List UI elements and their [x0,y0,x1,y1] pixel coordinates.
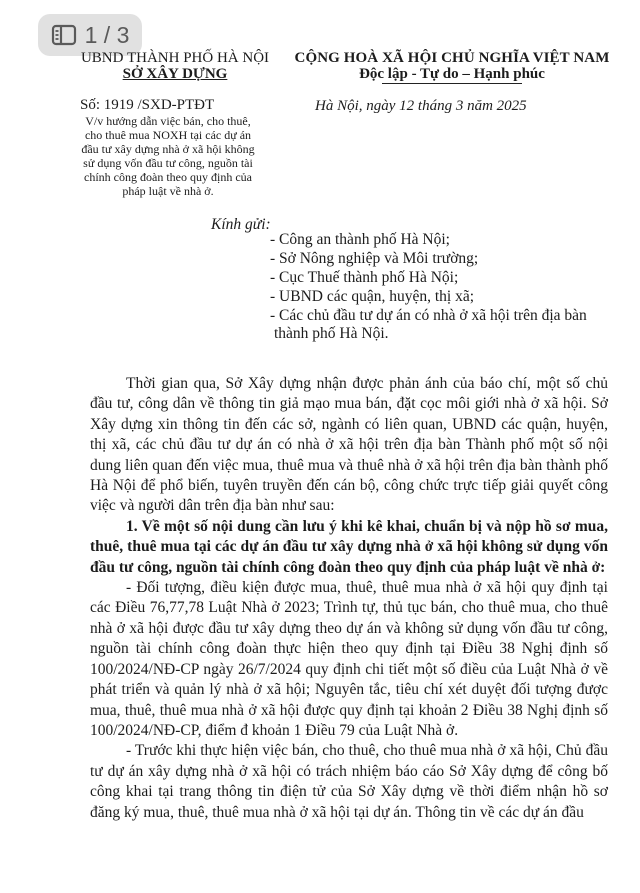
item-1-paragraph: - Đối tượng, điều kiện được mua, thuê, thuê mua nhà ở xã hội quy định tại các Điều 76,77,78 Luật Nhà ở 2023; Trình tự, thủ tục bán, cho thuê mua, cho thuê nhà ở xã hội được đầu tư xây dựng theo dự án và không sử dụng vốn đầu tư công, nguồn tài chính công đoàn thực hiện theo quy định tại Điều 38 Nghị định số 100/2024/NĐ-CP ngày 26/7/2024 quy định chi tiết một số điều của Luật Nhà ở về phát triển và quản lý nhà ở xã hội; Nguyên tắc, tiêu chí xét duyệt đối tượng được mua, thuê, thuê mua nhà ở xã hội được quy định tại khoản 2 Điều 38 Nghị định số 100/2024/NĐ-CP, điểm đ khoản 1 Điều 79 của Luật Nhà ở. [90,579,608,739]
motto: Độc lập - Tự do – Hạnh phúc [359,66,545,82]
recipient-item: - UBND các quận, huyện, thị xã; [270,288,475,305]
recipient-item: - Sở Nông nghiệp và Môi trường; [270,250,479,267]
item-2-paragraph: - Trước khi thực hiện việc bán, cho thuê, cho thuê mua nhà ở xã hội, Chủ đầu tư dự án xây dựng nhà ở xã hội có trách nhiệm báo cáo Sở Xây dựng để công bố công khai tại trang thông tin điện tử của Sở Xây dựng về thời điểm nhận hồ sơ đăng ký mua, thuê, thuê mua nhà ở xã hội tại dự án. Thông tin về các dự án đầu [90,742,608,821]
document-header [0,50,640,198]
recipient-item: - Các chủ đầu tư dự án có nhà ở xã hội trên địa bàn [270,307,587,324]
document-date: Hà Nội, ngày 12 tháng 3 năm 2025 [315,98,527,114]
page-icon [51,24,77,46]
recipient-item: - Cục Thuế thành phố Hà Nội; [270,269,459,286]
body-text [90,374,608,823]
national-motto [272,50,632,84]
kinh-gui-label: Kính gửi: [211,216,271,233]
document-number: Số: 1919 /SXD-PTĐT [80,97,215,113]
org-name: SỞ XÂY DỰNG [122,66,228,82]
page-indicator-text: 1 / 3 [84,21,130,48]
document-subject: V/v hướng dẫn việc bán, cho thuê, cho thuê mua NOXH tại các dự án đầu tư xây dựng nhà ở xã hội không sử dụng vốn đầu tư công, nguồn tài chính công đoàn theo quy định của pháp luật về nhà ở. [81,114,255,198]
issuing-authority [64,50,286,83]
nation-title: CỘNG HOÀ XÃ HỘI CHỦ NGHĨA VIỆT NAM [294,50,610,66]
recipient-item: - Công an thành phố Hà Nội; [270,231,450,248]
org-parent: UBND THÀNH PHỐ HÀ NỘI [80,50,270,66]
intro-paragraph: Thời gian qua, Sở Xây dựng nhận được phản ánh của báo chí, một số chủ đầu tư, công dân về thông tin giả mạo mua bán, đặt cọc môi giới nhà ở xã hội. Sở Xây dựng xin thông tin đến các sở, ngành có liên quan, UBND các quận, huyện, thị xã, các chủ đầu tư dự án có nhà ở xã hội trên địa bàn Thành phố một số nội dung liên quan đến việc mua, thuê mua và thuê nhà ở xã hội trên địa bàn thành phố Hà Nội để phổ biến, tuyên truyền đến cán bộ, công chức trực tiếp giải quyết công việc và người dân trên địa bàn như sau: [90,375,608,515]
motto-underline [382,83,522,84]
recipient-item: thành phố Hà Nội. [274,325,389,342]
section-1-heading: 1. Về một số nội dung cần lưu ý khi kê khai, chuẩn bị và nộp hồ sơ mua, thuê, thuê mua tại các dự án đầu tư xây dựng nhà ở xã hội không sử dụng vốn đầu tư công, nguồn tài chính công đoàn theo quy định của pháp luật về nhà ở: [90,517,608,576]
